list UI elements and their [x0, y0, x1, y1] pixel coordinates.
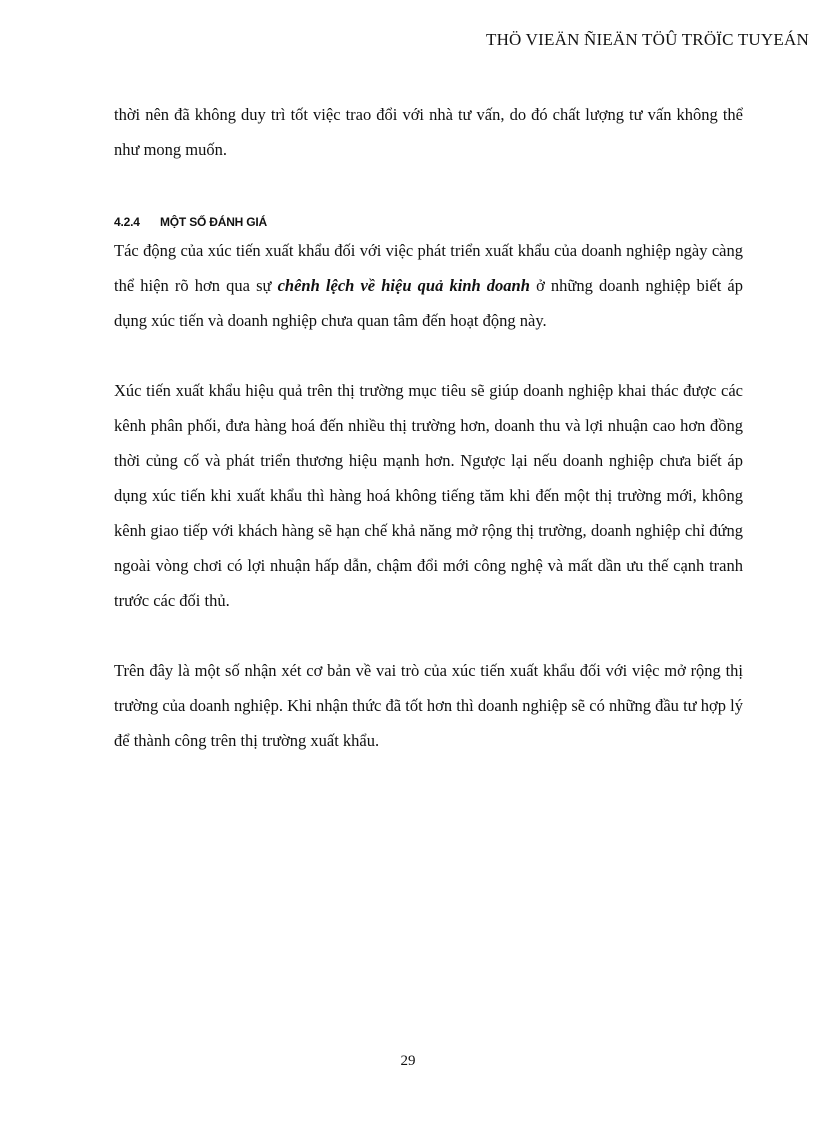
running-header: THÖ VIEÄN ÑIEÄN TÖÛ TRÖÏC TUYEÁN [486, 30, 809, 49]
paragraph-impact-lead: Tác động của xúc tiến xuất khẩu đối với việc phát triển xuất khẩu của doanh nghiệp ngày càng thể hiện rõ hơn qua sự [114, 241, 743, 295]
section-title: MỘT SỐ ĐÁNH GIÁ [160, 215, 267, 229]
paragraph-effective-promotion: Xúc tiến xuất khẩu hiệu quả trên thị trường mục tiêu sẽ giúp doanh nghiệp khai thác được các kênh phân phối, đưa hàng hoá đến nhiều thị trường hơn, doanh thu và lợi nhuận cao hơn đồng thời củng cố và phát triển thương hiệu mạnh hơn. Ngược lại nếu doanh nghiệp chưa biết áp dụng xúc tiến khi xuất khẩu thì hàng hoá không tiếng tăm khi đến một thị trường mới, không kênh giao tiếp với khách hàng sẽ hạn chế khả năng mở rộng thị trường, doanh nghiệp chỉ đứng ngoài vòng chơi có lợi nhuận hấp dẫn, chậm đổi mới công nghệ và mất dần ưu thế cạnh tranh trước các đối thủ. [114, 381, 743, 610]
emphasis-business-efficiency: chênh lệch về hiệu quả kinh doanh [277, 276, 530, 295]
paragraph-gap [114, 618, 743, 653]
paragraph-gap [114, 338, 743, 373]
page-body [114, 97, 743, 758]
page-number: 29 [400, 1053, 416, 1069]
paragraph-impact [114, 233, 743, 338]
paragraph-impact-tail: ở những doanh nghiệp biết áp dụng xúc tiến và doanh nghiệp chưa quan tâm đến hoạt động này. [114, 276, 743, 330]
continuation-paragraph: thời nên đã không duy trì tốt việc trao đổi với nhà tư vấn, do đó chất lượng tư vấn không thể như mong muốn. [114, 105, 743, 159]
section-number: 4.2.4 [114, 215, 140, 229]
paragraph-conclusion: Trên đây là một số nhận xét cơ bản về vai trò của xúc tiến xuất khẩu đối với việc mở rộng thị trường của doanh nghiệp. Khi nhận thức đã tốt hơn thì doanh nghiệp sẽ có những đầu tư hợp lý để thành công trên thị trường xuất khẩu. [114, 661, 743, 750]
section-heading [114, 211, 743, 233]
